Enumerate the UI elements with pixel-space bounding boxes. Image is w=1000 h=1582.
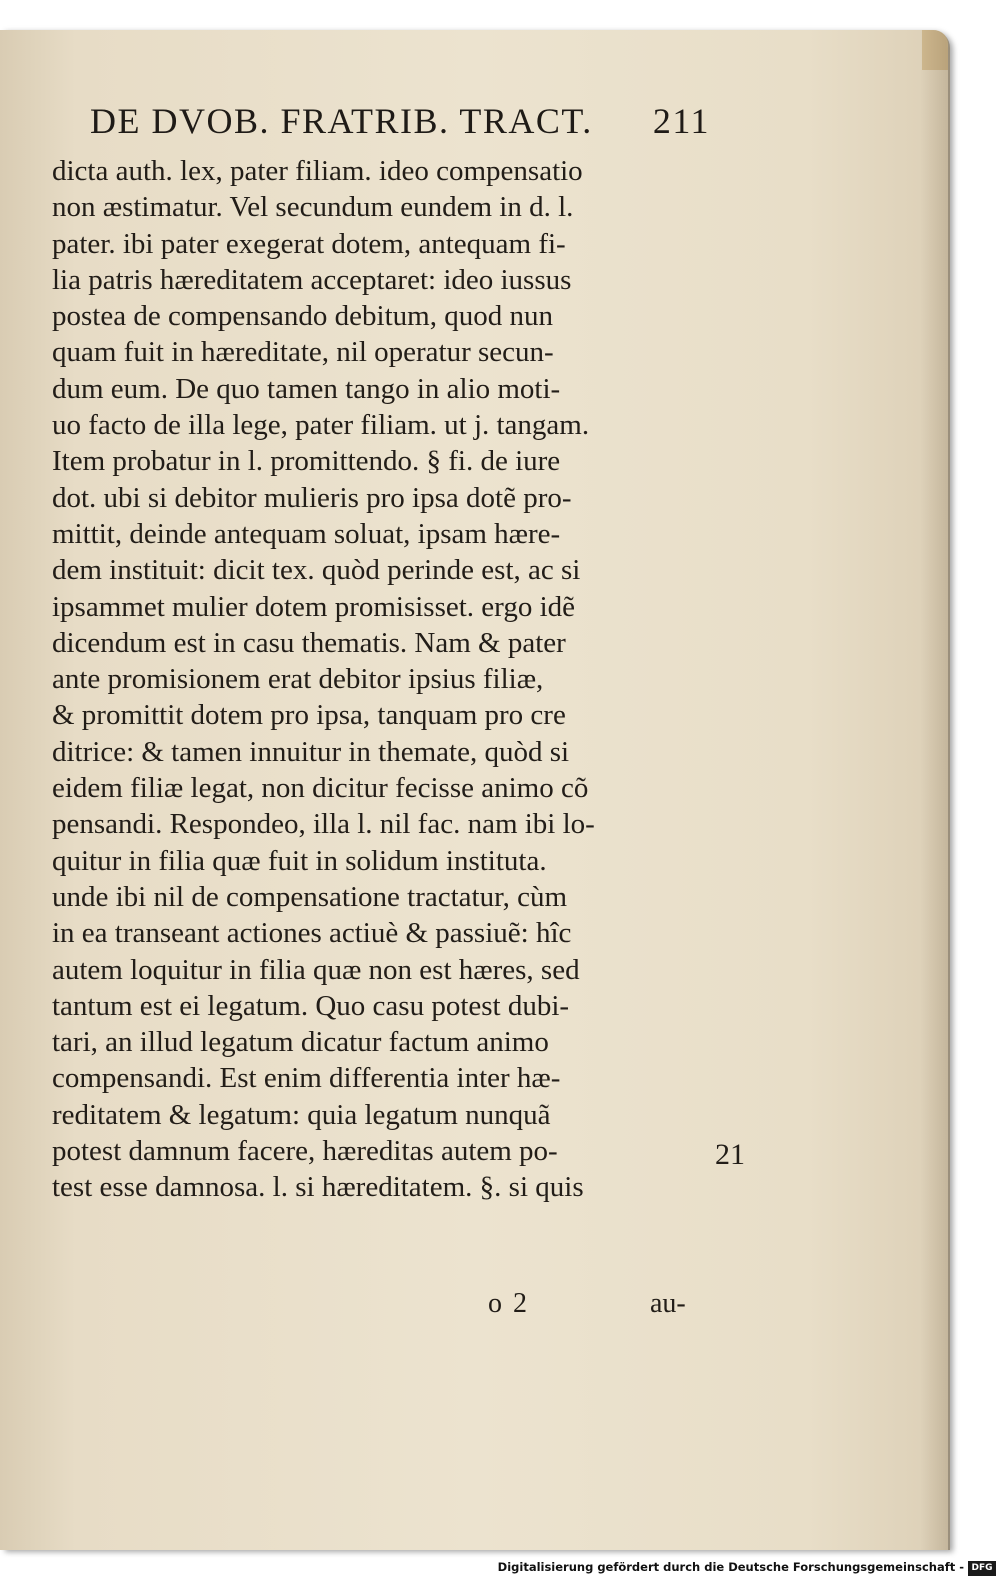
text-line: non æstimatur. Vel secundum eundem in d. l. [52,191,574,224]
text-line: pensandi. Respondeo, illa l. nil fac. nam ibi lo- [52,808,595,841]
funding-credit: Digitalisierung gefördert durch die Deutsche Forschungsgemeinschaft - [497,1560,964,1574]
text-line: ipsammet mulier dotem promisisset. ergo idẽ [52,590,575,623]
text-line: & promittit dotem pro ipsa, tanquam pro cre [52,699,566,732]
text-line: lia patris hæreditatem acceptaret: ideo iussus [52,263,572,296]
text-line: dicta auth. lex, pater filiam. ideo compensatio [52,155,583,187]
signature-mark: o 2 [488,1288,529,1319]
text-line: dem instituit: dicit tex. quòd perinde est, ac si [52,554,581,587]
text-line: dum eum. De quo tamen tango in alio moti- [52,372,561,405]
text-line: postea de compensando debitum, quod nun [52,300,553,333]
text-line: pater. ibi pater exegerat dotem, antequam fi- [52,227,566,260]
text-line: autem loquitur in filia quæ non est hæres, sed [52,953,580,986]
text-line: unde ibi nil de compensatione tractatur, cùm [52,880,568,913]
catchword: au- [650,1288,686,1319]
text-line: quam fuit in hæreditate, nil operatur secun- [52,336,554,369]
text-line: reditatem & legatum: quia legatum nunquã [52,1098,551,1131]
digitization-footer [0,1558,1000,1582]
text-line: dot. ubi si debitor mulieris pro ipsa dotẽ pro- [52,481,572,514]
text-line: uo facto de illa lege, pater filiam. ut j. tangam. [52,409,590,442]
page-number: 211 [652,101,710,141]
text-line: in ea transeant actiones actiuè & passiuẽ: hîc [52,917,572,950]
text-line: ante promisionem erat debitor ipsius filiæ, [52,663,544,696]
text-line: potest damnum facere, hæreditas autem po- [52,1135,558,1168]
text-line: tari, an illud legatum dicatur factum animo [52,1026,549,1059]
text-line: Item probatur in l. promittendo. § fi. de iure [52,445,561,478]
text-line: compensandi. Est enim differentia inter hæ- [52,1062,561,1095]
running-head-title: DE DVOB. FRATRIB. TRACT. [90,101,593,141]
text-line: ditrice: & tamen innuitur in themate, quòd si [52,735,570,768]
running-head [90,100,710,142]
dfg-logo: DFG [968,1561,996,1576]
margin-note-number: 21 [715,1138,745,1171]
text-line: tantum est ei legatum. Quo casu potest dubi- [52,989,570,1022]
text-line: test esse damnosa. l. si hæreditatem. §. si quis [52,1171,584,1204]
body-text [52,153,712,1206]
text-line: quitur in filia quæ fuit in solidum instituta. [52,844,547,877]
text-line: eidem filiæ legat, non dicitur fecisse animo cõ [52,772,589,805]
text-line: dicendum est in casu thematis. Nam & pater [52,626,566,659]
page-corner [922,30,948,70]
text-line: mittit, deinde antequam soluat, ipsam hære- [52,517,561,550]
